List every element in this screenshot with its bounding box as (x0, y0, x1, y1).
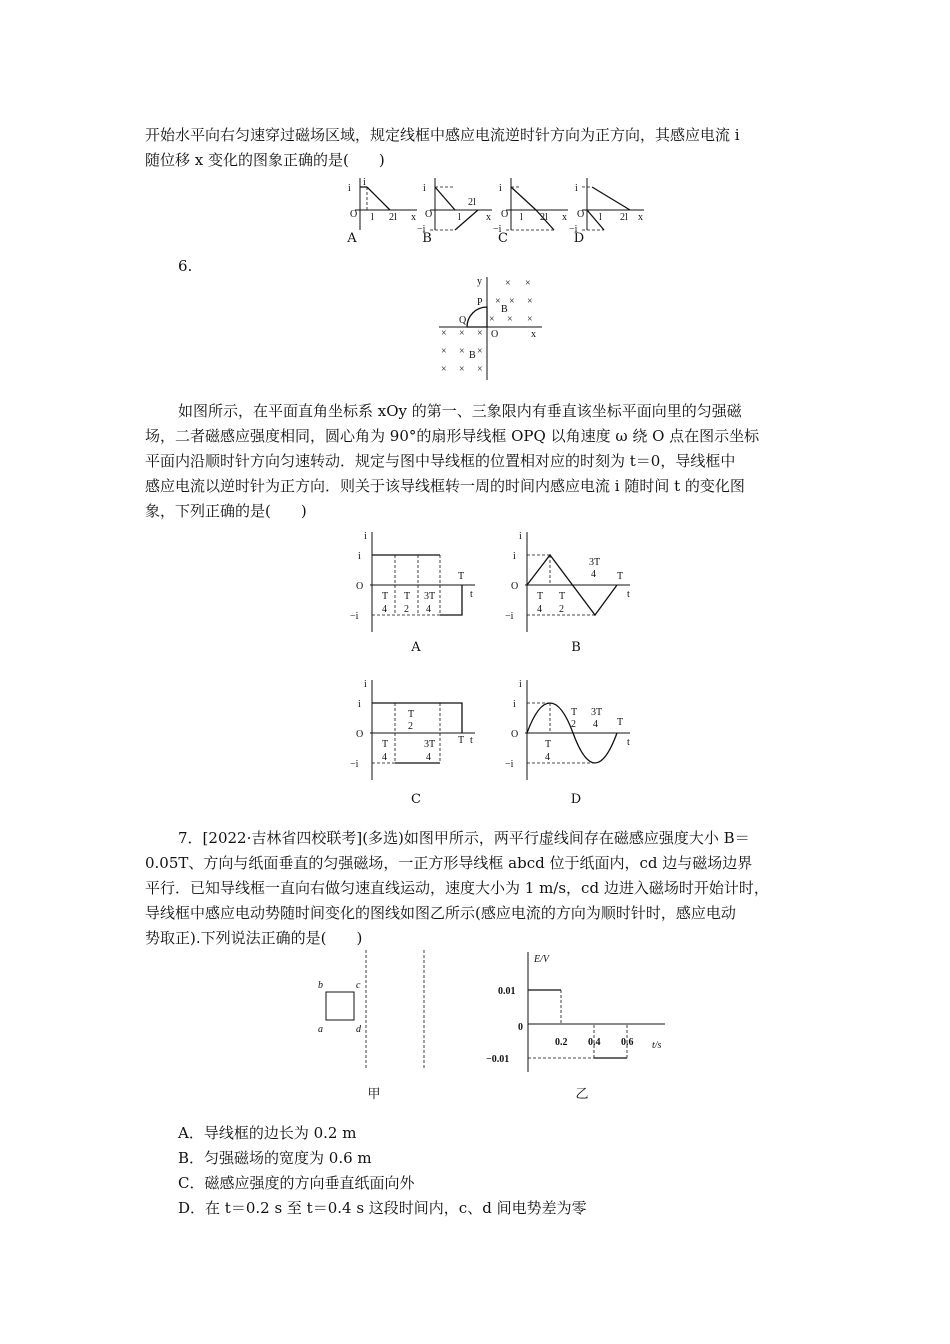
svg-text:O: O (577, 209, 585, 220)
svg-text:i: i (575, 183, 578, 194)
svg-text:x: x (411, 212, 416, 223)
x-tick-2: 0.4 (588, 1037, 601, 1048)
y-tick-zero: 0 (518, 1022, 523, 1033)
svg-text:x: x (486, 212, 491, 223)
y-axis-label: E/V (534, 954, 549, 965)
q5-graph-d (569, 175, 652, 235)
svg-text:2l: 2l (620, 212, 628, 223)
svg-text:O: O (511, 581, 519, 592)
svg-text:×: × (477, 328, 483, 339)
svg-text:T: T (617, 717, 624, 728)
q7-label-b: b (318, 980, 323, 991)
q7-label-d: d (356, 1024, 361, 1035)
q6-q-label: Q (459, 315, 467, 326)
svg-text:3T: 3T (424, 591, 436, 602)
svg-text:i: i (519, 679, 522, 690)
q6-o-label: O (491, 329, 499, 340)
svg-text:−i: −i (505, 759, 514, 770)
q7-choice-c[interactable]: C．磁感应强度的方向垂直纸面向外 (178, 1174, 415, 1192)
svg-text:−i: −i (493, 224, 502, 235)
svg-text:−i: −i (350, 611, 359, 622)
q6-b1-label: B (501, 304, 508, 315)
svg-text:3T: 3T (589, 557, 601, 568)
svg-text:i: i (423, 183, 426, 194)
svg-text:t: t (627, 737, 630, 748)
q5-line-1: 开始水平向右匀速穿过磁场区域，规定线框中感应电流逆时针方向为正方向，其感应电流 i (145, 126, 740, 144)
y-tick-neg: −0.01 (486, 1054, 510, 1065)
q7-label-a: a (318, 1024, 323, 1035)
q6-number: 6. (178, 257, 193, 275)
svg-text:×: × (477, 346, 483, 357)
svg-text:×: × (441, 346, 447, 357)
svg-text:l: l (520, 212, 523, 223)
svg-text:T: T (382, 591, 389, 602)
x-tick-1: 0.2 (555, 1037, 568, 1048)
q6-option-d: D (570, 792, 582, 807)
svg-text:t: t (470, 589, 473, 600)
svg-text:i: i (358, 551, 361, 562)
svg-text:i: i (519, 531, 522, 542)
svg-text:O: O (356, 729, 364, 740)
svg-text:4: 4 (593, 719, 598, 730)
svg-text:l: l (599, 212, 602, 223)
svg-text:×: × (507, 314, 513, 325)
svg-text:×: × (459, 346, 465, 357)
svg-text:i: i (363, 177, 366, 188)
svg-text:3T: 3T (591, 707, 603, 718)
svg-text:T: T (617, 571, 624, 582)
q6-option-b: B (571, 640, 581, 655)
svg-text:O: O (511, 729, 519, 740)
q5-option-a: A (347, 231, 357, 246)
svg-text:i: i (513, 551, 516, 562)
q7-caption-yi: 乙 (575, 1087, 589, 1102)
svg-text:×: × (441, 328, 447, 339)
q7-choice-a[interactable]: A．导线框的边长为 0.2 m (178, 1124, 357, 1142)
q6-line-3: 平面内沿顺时针方向匀速转动．规定与图中导线框的位置相对应的时刻为 t＝0，导线框中 (145, 452, 736, 470)
svg-text:2l: 2l (389, 212, 397, 223)
svg-text:4: 4 (382, 604, 387, 615)
q5-option-c: C (498, 231, 508, 246)
x-tick-3: 0.6 (621, 1037, 634, 1048)
q6-line-4: 感应电流以逆时针为正方向．则关于该导线框转一周的时间内感应电流 i 随时间 t 的变化图 (145, 477, 745, 495)
svg-text:x: x (638, 212, 643, 223)
svg-text:×: × (525, 278, 531, 289)
svg-text:l: l (371, 212, 374, 223)
svg-text:2: 2 (408, 721, 413, 732)
q7-choice-b[interactable]: B．匀强磁场的宽度为 0.6 m (178, 1149, 372, 1167)
q6-graph-b (505, 527, 645, 637)
svg-text:T: T (537, 591, 544, 602)
svg-text:2: 2 (559, 604, 564, 615)
q7-choice-d[interactable]: D．在 t＝0.2 s 至 t＝0.4 s 这段时间内，c、d 间电势差为零 (178, 1199, 587, 1217)
svg-text:T: T (404, 591, 411, 602)
svg-text:T: T (458, 571, 465, 582)
q6-line-1: 如图所示，在平面直角坐标系 xOy 的第一、三象限内有垂直该坐标平面向里的匀强磁 (178, 402, 742, 420)
q6-option-a: A (411, 640, 421, 655)
q5-graph-b (417, 175, 500, 235)
q5-option-b: B (422, 231, 432, 246)
svg-text:4: 4 (537, 604, 542, 615)
svg-text:×: × (489, 314, 495, 325)
svg-text:×: × (459, 364, 465, 375)
q6-line-2: 场，二者磁感应强度相同，圆心角为 90°的扇形导线框 OPQ 以角速度 ω 绕 O 点在图示坐标 (145, 427, 760, 445)
svg-text:O: O (501, 209, 509, 220)
svg-text:×: × (477, 364, 483, 375)
q5-line-2: 随位移 x 变化的图象正确的是( ) (145, 151, 385, 169)
svg-text:T: T (408, 709, 415, 720)
q6-graph-a (350, 527, 490, 637)
svg-text:i: i (499, 183, 502, 194)
svg-text:×: × (495, 296, 501, 307)
q6-option-c: C (411, 792, 421, 807)
q6-graph-c (350, 675, 490, 785)
q5-option-d: D (573, 231, 585, 246)
svg-text:T: T (545, 739, 552, 750)
svg-text:−i: −i (350, 759, 359, 770)
q7-figure-jia (310, 950, 440, 1070)
svg-text:2l: 2l (540, 212, 548, 223)
svg-text:×: × (527, 314, 533, 325)
svg-text:4: 4 (545, 752, 550, 763)
q7-caption-jia: 甲 (367, 1087, 381, 1102)
svg-text:4: 4 (426, 752, 431, 763)
svg-text:T: T (559, 591, 566, 602)
svg-text:O: O (425, 209, 433, 220)
svg-text:i: i (348, 183, 351, 194)
q5-graph-c (493, 175, 576, 235)
q6-p-label: P (477, 297, 483, 308)
q7-line-4: 导线框中感应电动势随时间变化的图线如图乙所示(感应电流的方向为顺时针时，感应电动 (145, 904, 736, 922)
svg-text:t: t (627, 589, 630, 600)
svg-text:−i: −i (569, 224, 578, 235)
svg-text:×: × (509, 296, 515, 307)
svg-text:T: T (382, 739, 389, 750)
svg-text:4: 4 (382, 752, 387, 763)
svg-text:O: O (350, 209, 358, 220)
svg-text:l: l (458, 212, 461, 223)
q6-graph-d (505, 675, 645, 785)
q6-y-label: y (477, 276, 482, 287)
svg-text:−i: −i (417, 224, 426, 235)
svg-text:×: × (441, 364, 447, 375)
svg-text:i: i (364, 531, 367, 542)
svg-text:×: × (527, 296, 533, 307)
q6-figure (437, 272, 552, 382)
svg-text:T: T (458, 735, 465, 746)
q6-line-5: 象，下列正确的是( ) (145, 502, 307, 520)
svg-text:×: × (505, 278, 511, 289)
svg-text:2: 2 (404, 604, 409, 615)
svg-text:3T: 3T (424, 739, 436, 750)
y-tick-pos: 0.01 (498, 986, 516, 997)
svg-text:×: × (459, 328, 465, 339)
q7-label-c: c (356, 980, 361, 991)
svg-text:−i: −i (505, 611, 514, 622)
svg-text:i: i (364, 679, 367, 690)
x-axis-label: t/s (652, 1040, 662, 1051)
svg-text:2l: 2l (468, 197, 476, 208)
svg-text:2: 2 (571, 719, 576, 730)
q7-figure-yi (480, 950, 680, 1075)
svg-text:O: O (356, 581, 364, 592)
q7-line-3: 平行．已知导线框一直向右做匀速直线运动，速度大小为 1 m/s，cd 边进入磁场时开始计时， (145, 879, 769, 897)
svg-text:x: x (562, 212, 567, 223)
q6-x-label: x (531, 329, 536, 340)
q5-graph-a (345, 175, 425, 235)
svg-text:i: i (513, 699, 516, 710)
svg-text:4: 4 (426, 604, 431, 615)
q7-line-2: 0.05T、方向与纸面垂直的匀强磁场，一正方形导线框 abcd 位于纸面内，cd 边与磁场边界 (145, 854, 753, 872)
svg-text:T: T (571, 707, 578, 718)
q6-b2-label: B (469, 350, 476, 361)
q7-line-5: 势取正).下列说法正确的是( ) (145, 929, 363, 947)
svg-text:t: t (470, 735, 473, 746)
svg-text:i: i (358, 699, 361, 710)
svg-text:4: 4 (591, 569, 596, 580)
q7-line-1: 7．[2022·吉林省四校联考](多选)如图甲所示，两平行虚线间存在磁感应强度大小 B＝ (178, 829, 750, 847)
